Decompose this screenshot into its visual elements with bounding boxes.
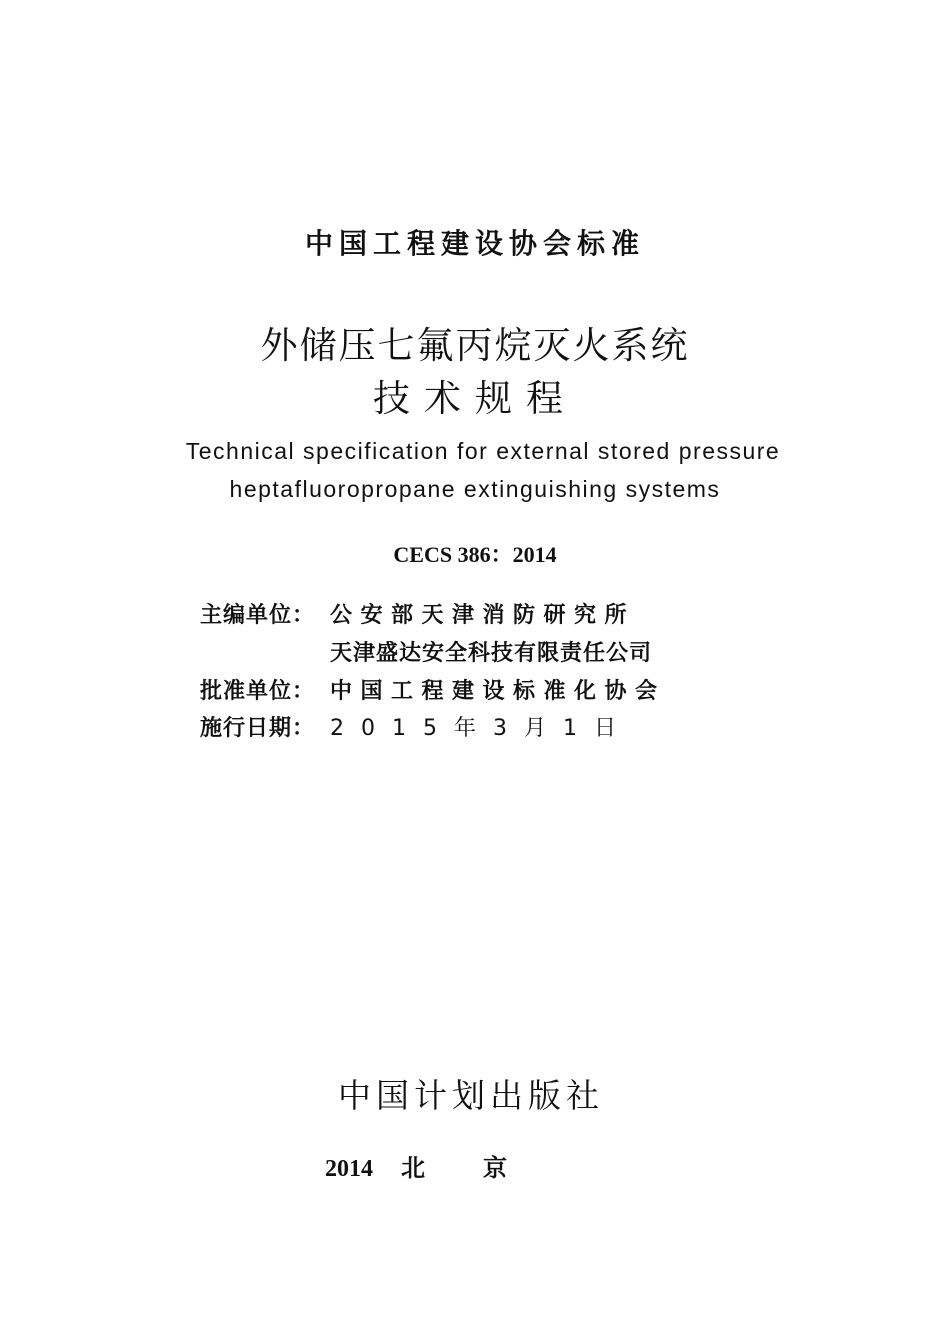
title-chinese-line1: 外储压七氟丙烷灭火系统 bbox=[260, 324, 690, 367]
chief-editor-1: 公安部天津消防研究所 bbox=[330, 603, 636, 628]
title-english-line2: heptafluoropropane extinguishing systems bbox=[229, 476, 721, 502]
standard-code: CECS 386：2014 bbox=[393, 542, 557, 567]
chief-editor-label: 主编单位： bbox=[200, 603, 316, 628]
approver-label: 批准单位： bbox=[200, 679, 316, 704]
publication-line bbox=[0, 1148, 920, 1183]
association-header: 中国工程建设协会标准 bbox=[304, 227, 645, 260]
publisher-name: 中国计划出版社 bbox=[338, 1076, 604, 1115]
effective-date: 2015年3月1日 bbox=[330, 716, 633, 741]
approver: 中国工程建设标准化协会 bbox=[330, 679, 666, 704]
title-chinese-line2: 技术规程 bbox=[373, 377, 577, 420]
publication-year: 2014 bbox=[325, 1156, 373, 1182]
title-english-line1: Technical specification for external stored pressure bbox=[185, 438, 781, 464]
chief-editor-2: 天津盛达安全科技有限责任公司 bbox=[330, 641, 653, 666]
effective-date-label: 施行日期： bbox=[200, 716, 316, 741]
publication-city: 北京 bbox=[401, 1156, 565, 1182]
